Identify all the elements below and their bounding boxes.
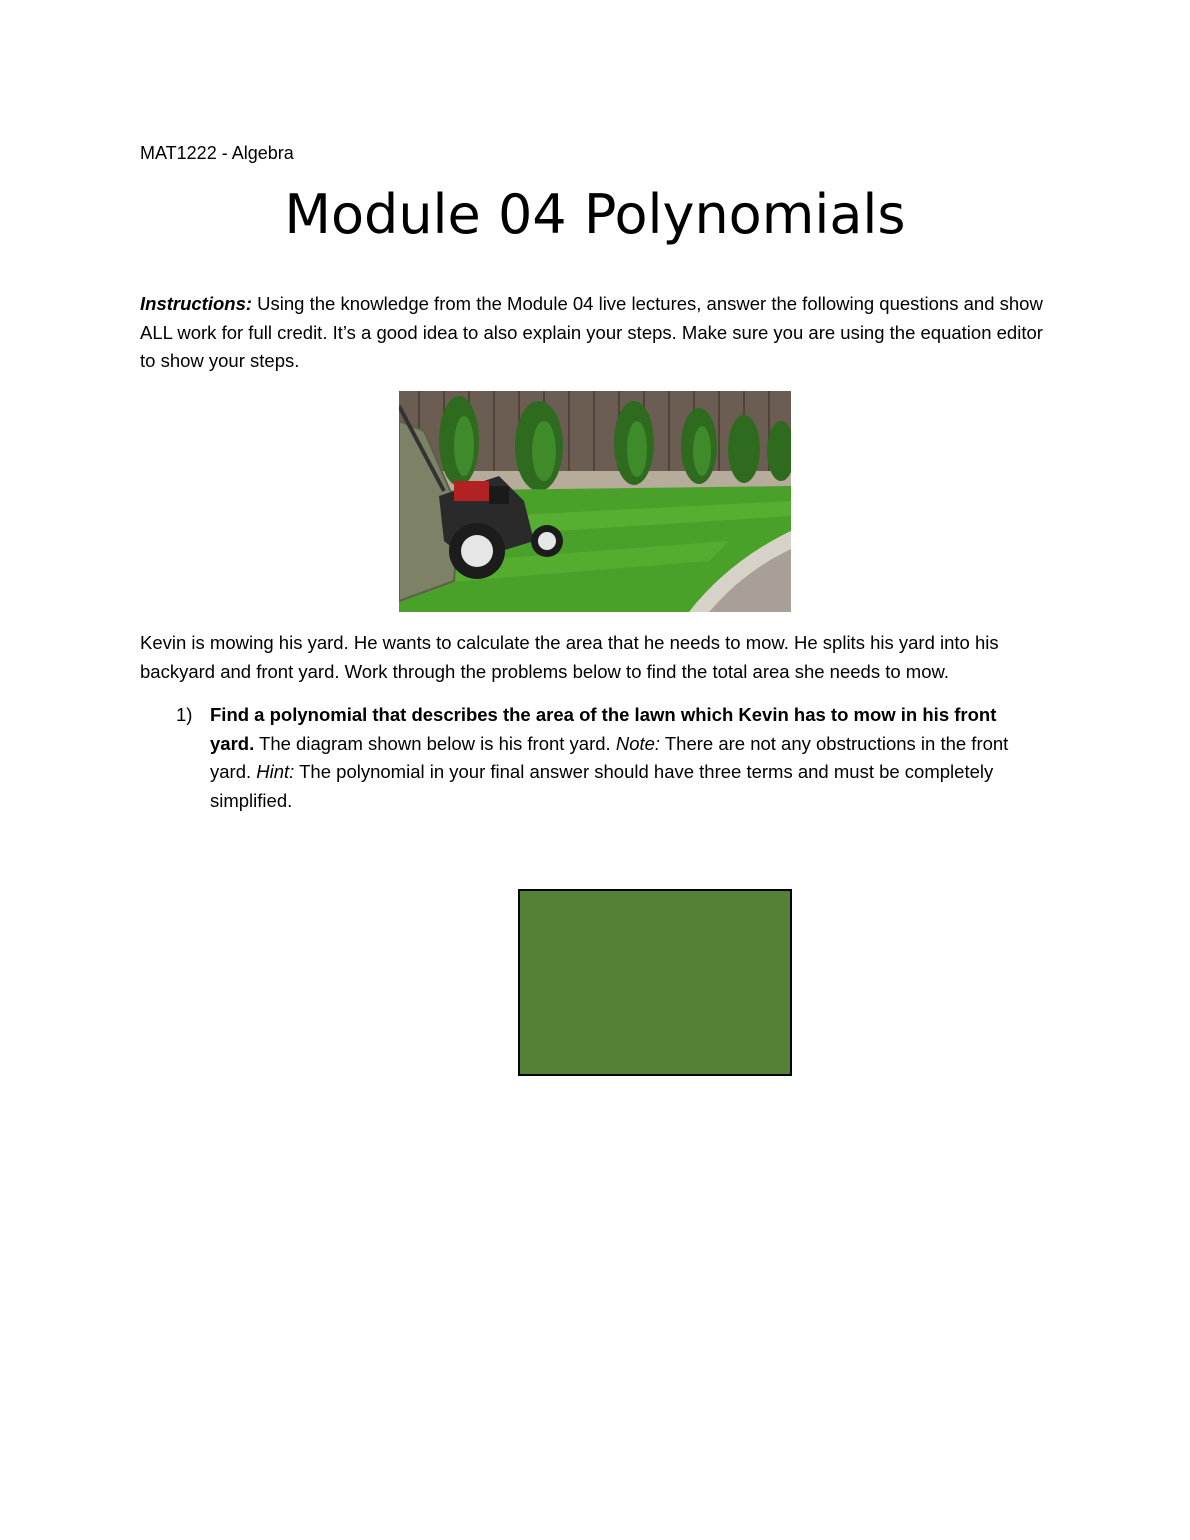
front-yard-diagram — [518, 889, 792, 1076]
instructions-label: Instructions: — [140, 293, 253, 314]
question-text — [210, 701, 1040, 815]
page-title: Module 04 Polynomials — [284, 183, 906, 246]
question-text-part1: The diagram shown below is his front yard. — [254, 732, 616, 754]
note-label: Note: — [615, 732, 661, 754]
hint-label: Hint: — [256, 761, 295, 782]
instructions-text: Using the knowledge from the Module 04 live lectures, answer the following questions and show ALL work for full credit. It’s a good idea to also explain your steps. Make sure you are using the equation editor to show your steps. — [140, 293, 1043, 371]
instructions-paragraph — [140, 290, 1055, 376]
question-number: 1) — [176, 704, 193, 725]
question-text-part3: The polynomial in your final answer should have three terms and must be completely simplified. — [210, 761, 994, 811]
question-text-part2: There are not any obstructions in the front yard. — [210, 732, 1009, 782]
lawn-mower-photo — [399, 391, 791, 612]
story-paragraph: Kevin is mowing his yard. He wants to calculate the area that he needs to mow. He splits his yard into his backyard and front yard. Work through the problems below to find the total area she needs to mow. — [140, 632, 999, 682]
course-header: MAT1222 - Algebra — [140, 143, 294, 163]
question-bold-text: Find a polynomial that describes the area of the lawn which Kevin has to mow in his front yard. — [210, 704, 997, 754]
